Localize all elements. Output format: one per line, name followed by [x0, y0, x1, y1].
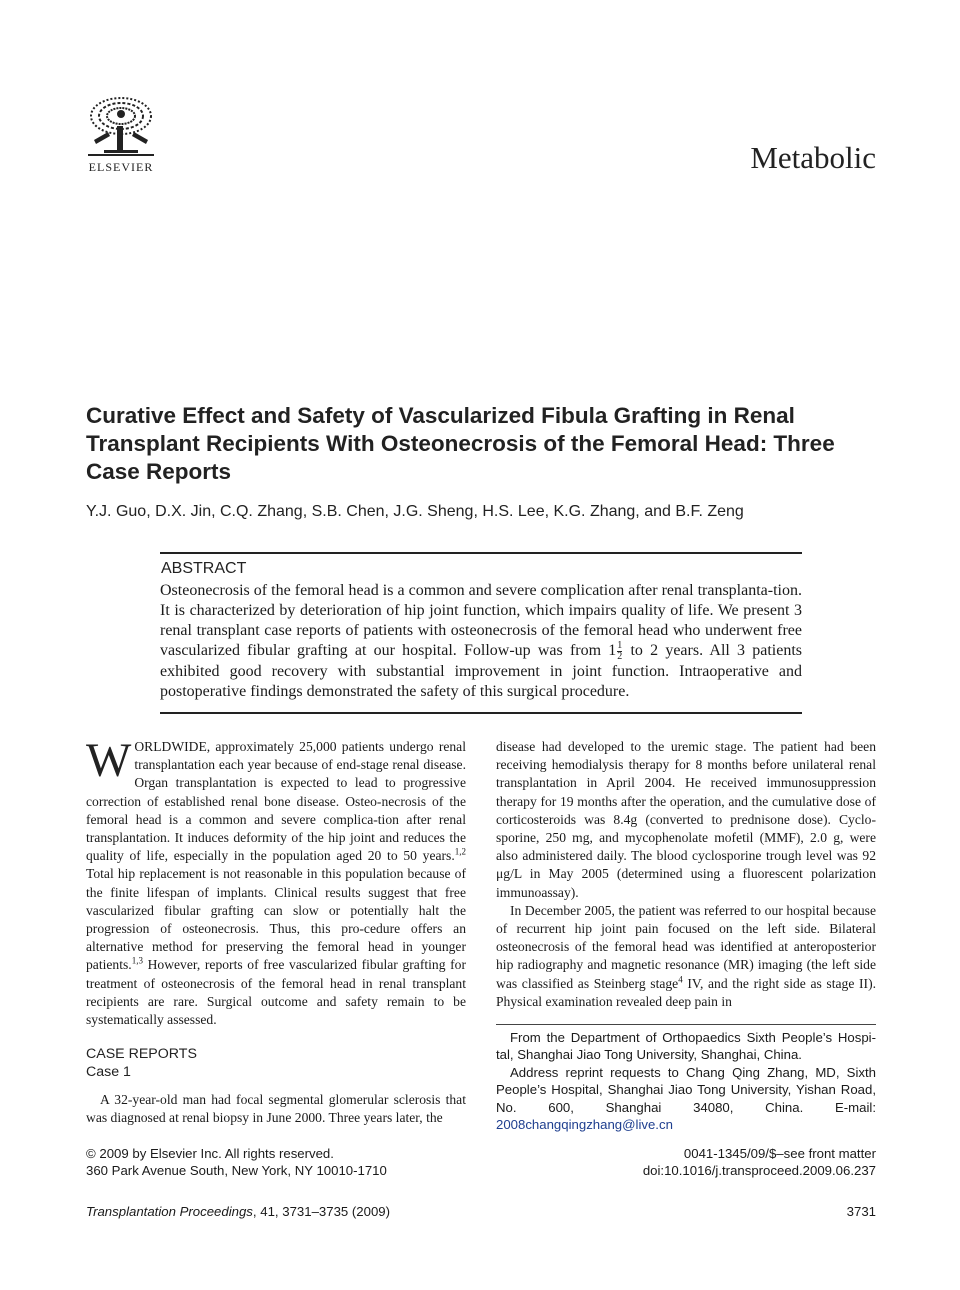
elsevier-tree-icon [84, 96, 158, 160]
intro-text-b: Total hip replacement is not reasonable in this population because of the finite lifespan of implants. Clinical results suggest that free vascularized fibular grafting can slow or potentially halt the progression of osteonecrosis. Thus, this pro-cedure offers an alternative method for preserving the femoral head in younger patients. [86, 866, 466, 973]
intro-text-a: ORLDWIDE, approximately 25,000 patients undergo renal transplantation each year because of end-stage renal disease. Organ transplantation is expected to lead to progressive correction of established renal bone disease. Osteo-necrosis of the femoral head is a common and severe complica-tion after renal transplantation. It induces deformity of the hip joint and reduces the quality of life, especially in the population aged 20 to 50 years. [86, 739, 466, 864]
fraction-denominator: 2 [617, 651, 623, 662]
case-reports-heading: CASE REPORTS [86, 1046, 197, 1063]
fraction-numerator: 1 [617, 640, 623, 651]
abstract [160, 552, 802, 714]
citation-ref[interactable]: 4 [678, 974, 683, 985]
page-number: 3731 [846, 1204, 876, 1219]
section-label: Metabolic [750, 140, 876, 175]
case-1-paragraph: A 32-year-old man had focal segmental glomerular sclerosis that was diagnosed at renal biopsy in June 2000. Three years later, the [86, 1092, 466, 1126]
issn: 0041-1345/09/$–see front matter [683, 1146, 876, 1161]
abstract-text [160, 581, 802, 702]
article-title: Curative Effect and Safety of Vascularized Fibula Grafting in Renal Transplant Recipients With Osteonecrosis of the Femoral Head: Three Case Reports [86, 403, 835, 484]
publisher-name: ELSEVIER [88, 160, 154, 174]
authors: Y.J. Guo, D.X. Jin, C.Q. Zhang, S.B. Chen, J.G. Sheng, H.S. Lee, K.G. Zhang, and B.F. Zeng [86, 503, 744, 520]
drop-cap: W [86, 734, 132, 787]
email-link[interactable]: 2008changqingzhang@live.cn [496, 1117, 673, 1133]
abstract-heading: ABSTRACT [161, 560, 247, 577]
copyright-notice [86, 1145, 387, 1180]
citation-ref[interactable]: 1,2 [454, 846, 466, 857]
publisher-address: 360 Park Avenue South, New York, NY 10010-1710 [86, 1163, 387, 1179]
footer-citation [86, 1204, 390, 1219]
reprint-address-text: Address reprint requests to Chang Qing Zhang, MD, Sixth People’s Hospital, Shanghai Jiao Tong University, Yishan Road, No. 600, Shanghai 34080, China. E-mail: [496, 1064, 876, 1115]
article-identifiers [643, 1145, 876, 1180]
body-column-right [496, 738, 876, 1011]
body-column-left [86, 734, 466, 1128]
case-1-heading: Case 1 [86, 1064, 131, 1081]
intro-paragraph [86, 734, 466, 1029]
copyright-line: © 2009 by Elsevier Inc. All rights reserved. [86, 1146, 334, 1161]
publisher-logo [84, 96, 158, 176]
journal-name: Transplantation Proceedings [86, 1204, 253, 1219]
fraction-half [617, 641, 622, 662]
reprint-address [496, 1064, 876, 1134]
abstract-text-part-1: Osteonecrosis of the femoral head is a common and severe complication after renal transplanta-tion. It is characterized by deterioration of hip joint function, which impairs quality of life. We present 3 renal transplant case reports of patients with osteonecrosis of the femoral head who underwent free vascularized fibular grafting at our hospital. Follow-up was from 1 [160, 582, 802, 660]
affiliation-from: From the Department of Orthopaedics Sixth People’s Hospi-tal, Shanghai Jiao Tong University, Shanghai, China. [496, 1030, 876, 1063]
case-1-text-b: IV, and the right side as stage II). Physical examination revealed deep pain in [496, 975, 876, 1009]
case-1-continued-paragraph: disease had developed to the uremic stage. The patient had been receiving hemodialysis therapy for 8 months before unilateral renal transplantation in April 2004. He received immunosuppression therapy for 19 months after the operation, and the cumulative dose of corticosteroids was 8.4g (converted to prednisone dose). Cyclo-sporine, 250 mg, and mycophenolate mofetil (MMF), 2.0 g, were also administered daily. The blood cyclosporine trough level was 92 μg/L in May 2005 (determined using a fluorescent polarization immunoassay). [496, 739, 876, 900]
case-1-text-a: In December 2005, the patient was referred to our hospital because of recurrent hip joint pain focused on the left side. Bilateral osteonecrosis of the femoral head was identified at anteroposterior hip radiography and magnetic resonance (MR) imaging (the left side was classified as Steinberg stage [496, 902, 876, 991]
doi[interactable]: doi:10.1016/j.transproceed.2009.06.237 [642, 1163, 876, 1179]
citation-ref[interactable]: 1,3 [131, 955, 143, 966]
affiliation-footnote [496, 1024, 876, 1133]
case-1-paragraph-2 [496, 902, 876, 1011]
journal-volume-pages: , 41, 3731–3735 (2009) [252, 1204, 391, 1219]
intro-text-c: However, reports of free vascularized fibular grafting for treatment of osteonecrosis of the femoral head in renal transplant recipients are rare. Surgical outcome and safety remain to be systematically assessed. [86, 957, 466, 1028]
abstract-text-part-2: to 2 years. All 3 patients exhibited good recovery with substantial improvement in joint function. Intraoperative and postoperative findings demonstrated the safety of this surgical procedure. [160, 642, 803, 700]
